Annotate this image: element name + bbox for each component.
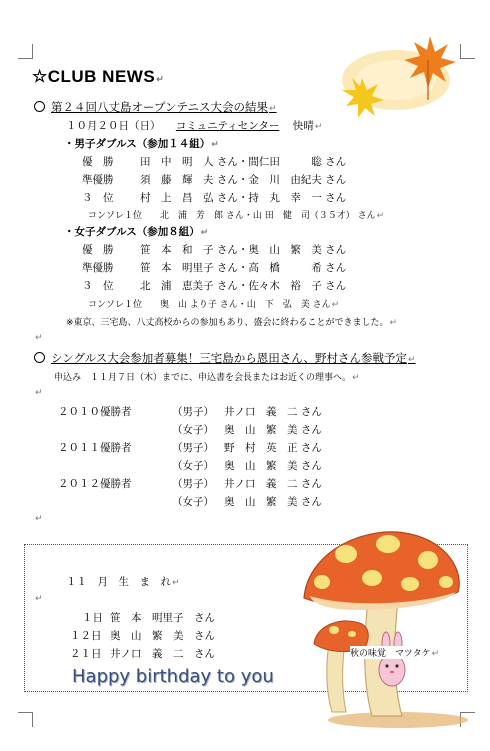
names: 笹 本 明里子 さん・高 橋 希 さん [140,262,347,274]
names: 笹 本 和 子 さん・奥 山 繁 美 さん [140,244,347,256]
womens-doubles-header: ・女子ダブルス（参加８組）↵ [64,226,209,238]
happy-birthday-text: Happy birthday to you [72,666,274,687]
tournament-weather: 快晴 [292,120,314,132]
rank: 優 勝 [82,156,114,168]
birthday-day: １日 [82,612,103,624]
title-text: ☆CLUB NEWS [32,67,156,86]
singles-heading: シングルス大会参加者募集！三宅島から恩田さん、野村さん参戦予定↵ [34,350,416,366]
birthday-day: １２日 [70,630,102,642]
rank: ３ 位 [82,280,114,292]
birthday-day: ２１日 [70,648,102,660]
tournament-heading: 第２４回八丈島オープンテニス大会の結果↵ [34,99,277,115]
tournament-date: １０月２０日（日） [66,120,161,132]
birthday-name: 奥 山 繁 美 さん [110,630,215,642]
crop-mark-top-right [460,44,475,59]
winner-name: 野 村 英 正 さん [224,442,322,454]
newsletter-title: ☆CLUB NEWS↵ [32,67,165,86]
winner-name: 奥 山 繁 美 さん [224,460,322,472]
paragraph-mark: ↵ [35,594,43,604]
birthday-heading: １１ 月 生 ま れ↵ [66,576,180,588]
rank: ３ 位 [82,192,114,204]
womens-consolation: コンソレ１位 奥 山 より子 さん・山 下 弘 美 さん↵ [88,300,340,310]
paragraph-mark: ↵ [35,514,43,524]
mushroom-caption: 秋の味覚 マツタケ↵ [350,646,439,659]
circle-bullet-icon [34,352,45,363]
winner-year: ２０１０優勝者 [58,406,132,418]
crop-mark-bottom-left [18,712,33,727]
winner-category: （女子） [172,496,214,508]
singles-signup: 申込み １１月７日（木）までに、申込書を会長またはお近くの理事へ。↵ [54,373,360,383]
winner-category: （男子） [172,478,214,490]
autumn-leaves-illustration [338,30,458,120]
mushroom-illustration [298,520,468,730]
tournament-venue: コミュニティセンター [175,120,280,132]
rank: 優 勝 [82,244,114,256]
tournament-note: ※東京、三宅島、八丈高校からの参加もあり、盛会に終わることができました。↵ [66,318,398,328]
winner-name: 井ノ口 義 二 さん [224,478,322,490]
winner-category: （男子） [172,442,214,454]
winner-category: （女子） [172,424,214,436]
winner-category: （男子） [172,406,214,418]
rank: 準優勝 [82,262,114,274]
circle-bullet-icon [34,101,45,112]
rank: 準優勝 [82,174,114,186]
mens-doubles-header: ・男子ダブルス（参加１４組）↵ [64,138,219,150]
winner-year: ２０１２優勝者 [58,478,132,490]
names: 須 藤 輝 夫 さん・金 川 由紀夫 さん [140,174,347,186]
mens-consolation: コンソレ１位 北 浦 芳 郎 さん・山 田 健 司（３５才） さん↵ [88,211,385,221]
winner-name: 奥 山 繁 美 さん [224,424,322,436]
winner-name: 奥 山 繁 美 さん [224,496,322,508]
names: 村 上 昌 弘 さん・持 丸 幸 一 さん [140,192,347,204]
winner-category: （女子） [172,460,214,472]
paragraph-mark: ↵ [35,388,43,398]
birthday-name: 笹 本 明里子 さん [110,612,215,624]
winner-name: 井ノ口 義 二 さん [224,406,322,418]
paragraph-mark: ↵ [35,333,43,343]
winner-year: ２０１１優勝者 [58,442,132,454]
birthday-name: 井ノ口 義 二 さん [110,648,215,660]
tournament-date-line: １０月２０日（日） コミュニティセンター 快晴↵ [66,120,323,132]
crop-mark-top-left [18,44,33,59]
names: 北 浦 恵美子 さん・佐々木 裕 子 さん [140,280,347,292]
names: 田 中 明 人 さん・間仁田 聡 さん [140,156,347,168]
